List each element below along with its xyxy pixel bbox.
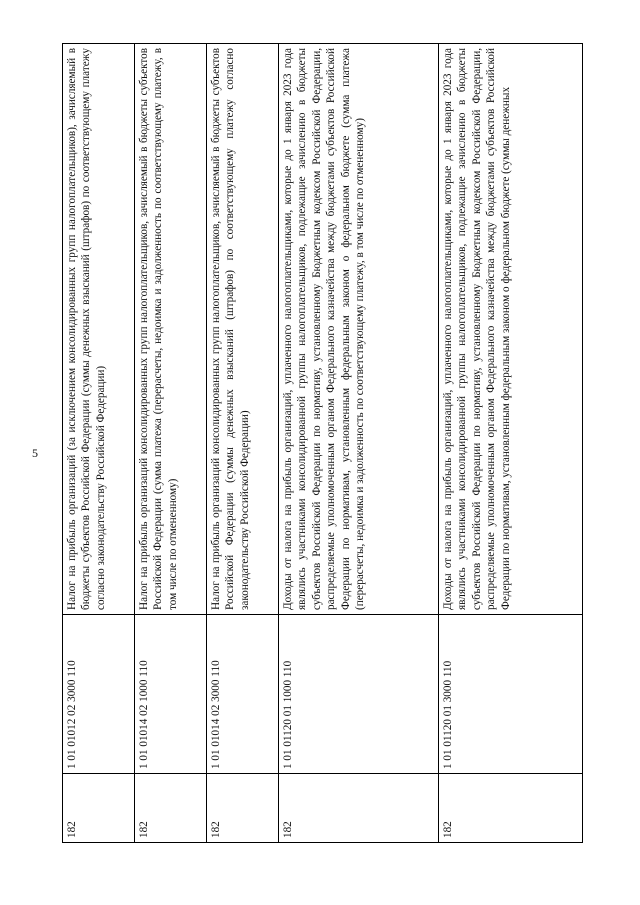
description-cell: Доходы от налога на прибыль организаций, уплаченного налогоплательщиками, которые до 1 января 2023 года являлись участниками консолидированной группы налогоплательщиков, подлежащие зачислению в бюджеты субъектов Российской Федерации по нормативу, установленному Бюджетным кодексом Российской Федерации, распределяемые уполномоченным органом Федерального казначейства между бюджетами субъектов Российской Федерации по нормативам, установленным федеральным законом о федеральном бюджете (суммы денежных	[439, 44, 583, 615]
admin-code-cell: 182	[63, 774, 135, 843]
description-cell: Налог на прибыль организаций (за исключением консолидированных групп налогоплательщиков), зачисляемый в бюджеты субъектов Российской Федерации (суммы денежных взысканий (штрафов) по соответствующему платежу согласно законодательству Российской Федерации)	[63, 44, 135, 615]
revenue-codes-table	[62, 43, 583, 843]
kbk-code-cell: 1 01 01120 01 1000 110	[279, 615, 439, 774]
page-number: 5	[32, 446, 38, 460]
table-row	[63, 44, 135, 843]
admin-code-cell: 182	[439, 774, 583, 843]
table-row	[135, 44, 207, 843]
table-row	[207, 44, 279, 843]
admin-code-cell: 182	[135, 774, 207, 843]
table-row	[439, 44, 583, 843]
table-row	[279, 44, 439, 843]
kbk-code-cell: 1 01 01014 02 3000 110	[207, 615, 279, 774]
description-cell: Налог на прибыль организаций консолидированных групп налогоплательщиков, зачисляемый в бюджеты субъектов Российской Федерации (сумма платежа (перерасчеты, недоимка и задолженность по соответствующему платежу, в том числе по отмененному)	[135, 44, 207, 615]
admin-code-cell: 182	[279, 774, 439, 843]
description-cell: Налог на прибыль организаций консолидированных групп налогоплательщиков, зачисляемый в бюджеты субъектов Российской Федерации (суммы денежных взысканий (штрафов) по соответствующему платежу согласно законодательству Российской Федерации)	[207, 44, 279, 615]
kbk-code-cell: 1 01 01012 02 3000 110	[63, 615, 135, 774]
description-cell: Доходы от налога на прибыль организаций, уплаченного налогоплательщиками, которые до 1 января 2023 года являлись участниками консолидированной группы налогоплательщиков, подлежащие зачислению в бюджеты субъектов Российской Федерации по нормативу, установленному Бюджетным кодексом Российской Федерации, распределяемые уполномоченным органом Федерального казначейства между бюджетами субъектов Российской Федерации по нормативам, установленным федеральным законом о федеральном бюджете (сумма платежа (перерасчеты, недоимка и задолженность по соответствующему платежу, в том числе по отмененному)	[279, 44, 439, 615]
admin-code-cell: 182	[207, 774, 279, 843]
kbk-code-cell: 1 01 01014 02 1000 110	[135, 615, 207, 774]
rotated-table-container	[62, 43, 582, 843]
kbk-code-cell: 1 01 01120 01 3000 110	[439, 615, 583, 774]
